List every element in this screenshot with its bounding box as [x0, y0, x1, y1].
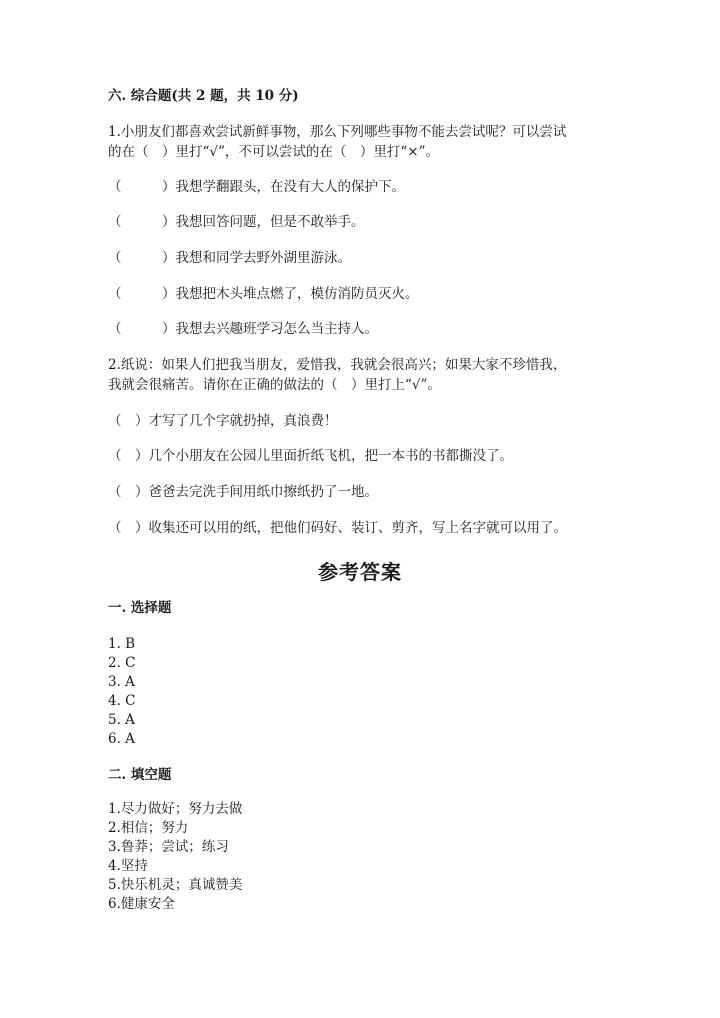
q1-option: （ ）我想去兴趣班学习怎么当主持人。 — [108, 321, 378, 337]
answer-item: 3. A — [108, 674, 135, 690]
q2-stem-line2: 我就会很痛苦。请你在正确的做法的（ ）里打上“√”。 — [108, 377, 441, 393]
answers-section1-heading: 一. 选择题 — [108, 600, 172, 616]
answer-item: 2.相信；努力 — [108, 820, 189, 836]
q1-option: （ ）我想把木头堆点燃了，模仿消防员灭火。 — [108, 286, 419, 302]
q2-option: （ ）收集还可以用的纸，把他们码好、装订、剪齐，写上名字就可以用了。 — [108, 520, 567, 536]
q1-option: （ ）我想和同学去野外湖里游泳。 — [108, 250, 351, 266]
q2-option: （ ）爸爸去完洗手间用纸巾擦纸扔了一地。 — [108, 484, 378, 500]
answer-item: 6.健康安全 — [108, 896, 175, 912]
q2-option: （ ）几个小朋友在公园儿里面折纸飞机，把一本书的书都撕没了。 — [108, 448, 513, 464]
q1-stem-line1: 1.小朋友们都喜欢尝试新鲜事物，那么下列哪些事物不能去尝试呢？可以尝试 — [108, 124, 567, 140]
section-six-heading: 六. 综合题(共 2 题，共 10 分) — [108, 88, 299, 104]
q1-stem-line2: 的在（ ）里打“√”，不可以尝试的在（ ）里打“×”。 — [108, 144, 440, 160]
q2-stem-line1: 2.纸说：如果人们把我当朋友，爱惜我，我就会很高兴；如果大家不珍惜我， — [108, 357, 567, 373]
answer-item: 5. A — [108, 712, 135, 728]
answer-item: 4.坚持 — [108, 858, 148, 874]
q1-option: （ ）我想学翻跟头，在没有大人的保护下。 — [108, 179, 405, 195]
answers-section2-heading: 二. 填空题 — [108, 767, 172, 783]
answer-item: 1.尽力做好；努力去做 — [108, 801, 243, 817]
q2-option: （ ）才写了几个字就扔掉，真浪费！ — [108, 413, 338, 429]
answer-item: 5.快乐机灵；真诚赞美 — [108, 877, 243, 893]
answer-item: 1. B — [108, 636, 136, 652]
q1-option: （ ）我想回答问题，但是不敢举手。 — [108, 214, 365, 230]
answer-item: 4. C — [108, 693, 136, 709]
answer-item: 6. A — [108, 731, 135, 747]
answer-item: 2. C — [108, 655, 136, 671]
answers-title: 参考答案 — [318, 560, 402, 584]
answer-item: 3.鲁莽；尝试；练习 — [108, 839, 229, 855]
